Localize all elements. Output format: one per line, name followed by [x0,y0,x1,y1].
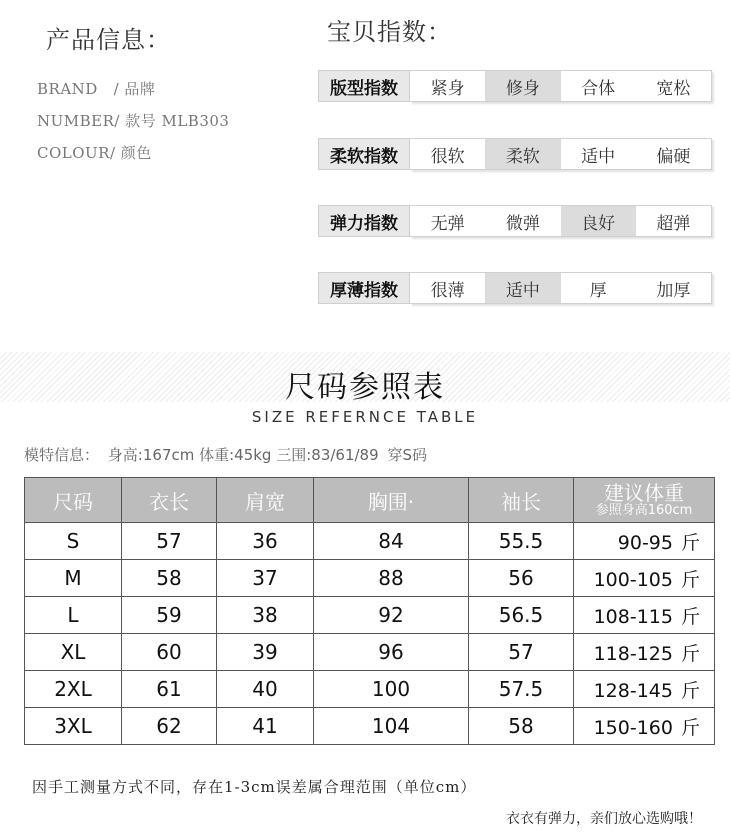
table-cell: 3XL [25,708,122,745]
table-cell: 59 [122,597,217,634]
table-cell: L [25,597,122,634]
index-row [318,138,712,170]
table-cell: 55.5 [469,523,574,560]
table-cell: 41 [217,708,314,745]
table-cell: 62 [122,708,217,745]
elastic-note: 衣衣有弹力，亲们放心选购哦！ [506,811,702,827]
weight-unit: 斤 [680,716,700,739]
index-option: 很薄 [430,280,465,301]
index-option: 偏硬 [656,146,691,167]
table-row [25,634,715,671]
index-option-selected: 柔软 [485,139,560,169]
header-shoulder: 肩宽 [217,478,314,523]
table-cell: 92 [314,597,469,634]
weight-range: 118-125 [593,642,673,665]
model-info-label: 模特信息： [24,446,100,464]
index-option: 宽松 [656,78,691,99]
table-cell: 57 [469,634,574,671]
weight-range: 108-115 [593,605,673,628]
header-size: 尺码 [25,478,122,523]
table-cell: 36 [217,523,314,560]
table-cell: 56 [469,560,574,597]
table-cell: M [25,560,122,597]
index-options [410,70,712,102]
index-option-selected: 良好 [561,206,636,236]
table-cell: 40 [217,671,314,708]
table-cell: 2XL [25,671,122,708]
table-cell: 56.5 [469,597,574,634]
weight-cell [574,560,715,597]
weight-unit: 斤 [680,642,700,665]
model-info [24,444,431,465]
model-info-measurements: 身高:167cm 体重:45kg 三围:83/61/89 [107,446,379,464]
index-option: 很软 [430,146,465,167]
index-label: 厚薄指数 [318,272,410,304]
table-cell: 38 [217,597,314,634]
table-cell: 37 [217,560,314,597]
weight-cell [574,634,715,671]
index-option: 合体 [581,78,616,99]
measurement-note: 因手工测量方式不同，存在1-3cm误差属合理范围（单位cm） [32,778,477,796]
index-option-selected: 适中 [485,273,560,303]
table-body [25,523,715,745]
table-row [25,523,715,560]
table-cell: 58 [122,560,217,597]
size-chart-subtitle: SIZE REFERNCE TABLE [251,408,479,426]
weight-unit: 斤 [680,531,700,554]
table-cell: 61 [122,671,217,708]
weight-unit: 斤 [680,568,700,591]
weight-unit: 斤 [680,605,700,628]
index-option: 无弹 [430,213,465,234]
table-row [25,597,715,634]
weight-range: 90-95 [617,531,673,554]
weight-cell [574,597,715,634]
table-row [25,560,715,597]
table-cell: 39 [217,634,314,671]
index-options [410,272,712,304]
header-length: 衣长 [122,478,217,523]
table-cell: 57.5 [469,671,574,708]
index-options [410,205,712,237]
index-option: 微弹 [505,213,540,234]
weight-range: 150-160 [593,716,673,739]
table-cell: 104 [314,708,469,745]
table-row [25,671,715,708]
weight-range: 100-105 [593,568,673,591]
header-sleeve: 袖长 [469,478,574,523]
colour-line: COLOUR/ 颜色 [37,144,152,162]
table-cell: 96 [314,634,469,671]
index-option: 适中 [581,146,616,167]
index-row [318,70,712,102]
table-cell: 84 [314,523,469,560]
product-info-title: 产品信息： [46,26,171,54]
table-cell: 60 [122,634,217,671]
size-chart-title: 尺码参照表 [285,370,445,405]
table-cell: 88 [314,560,469,597]
index-options [410,138,712,170]
header-weight [574,478,715,523]
index-row [318,205,712,237]
table-cell: 58 [469,708,574,745]
table-cell: XL [25,634,122,671]
index-option: 超弹 [656,213,691,234]
index-label: 版型指数 [318,70,410,102]
index-label: 柔软指数 [318,138,410,170]
brand-line: BRAND / 品牌 [37,80,156,98]
index-option: 加厚 [656,280,691,301]
header-weight-title: 建议体重 [604,480,684,505]
index-title: 宝贝指数： [327,18,452,46]
weight-range: 128-145 [593,679,673,702]
size-table [24,477,715,745]
index-option: 紧身 [430,78,465,99]
model-info-size: 穿S码 [387,446,427,464]
header-chest: 胸围· [314,478,469,523]
table-header-row [25,478,715,523]
weight-cell [574,523,715,560]
index-row [318,272,712,304]
table-cell: 100 [314,671,469,708]
number-line: NUMBER/ 款号 MLB303 [37,112,230,130]
weight-cell [574,708,715,745]
index-label: 弹力指数 [318,205,410,237]
table-row [25,708,715,745]
header-weight-sub: 参照身高160cm [595,502,693,518]
table-cell: S [25,523,122,560]
index-option: 厚 [589,280,607,301]
weight-cell [574,671,715,708]
index-option-selected: 修身 [485,71,560,101]
weight-unit: 斤 [680,679,700,702]
table-cell: 57 [122,523,217,560]
